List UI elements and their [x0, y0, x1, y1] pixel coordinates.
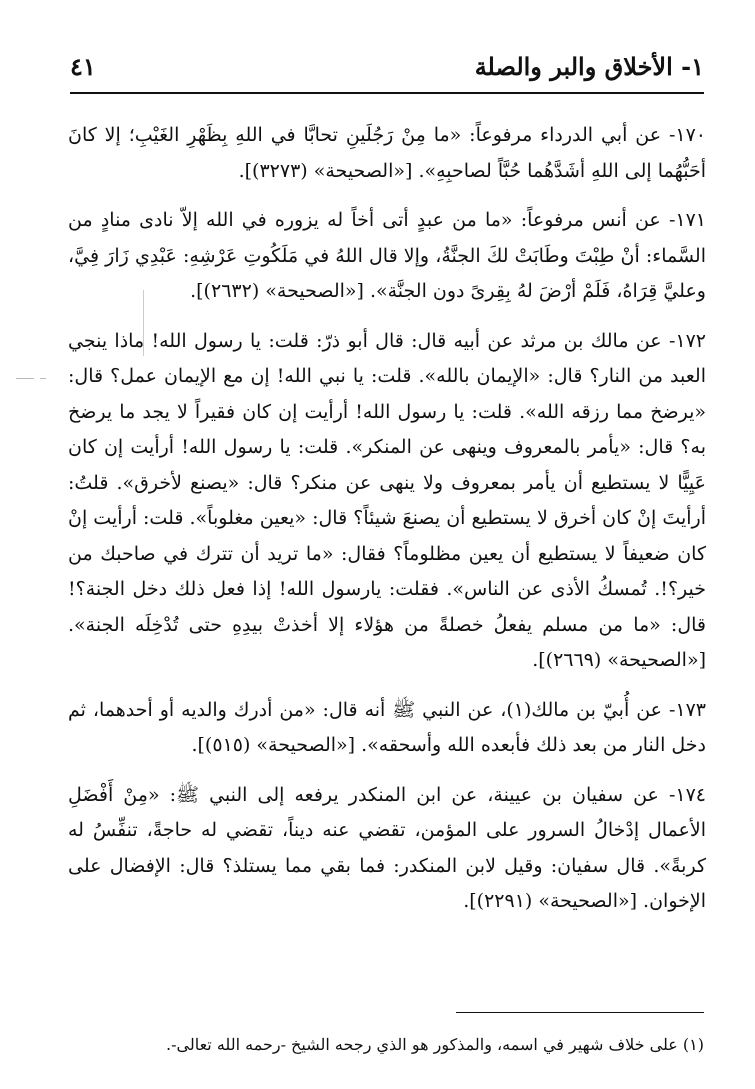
footnote-separator: [456, 1012, 704, 1013]
page-header: [70, 48, 704, 94]
footnote: (١) على خلاف شهير في اسمه، والمذكور هو الذي رجحه الشيخ -رحمه الله تعالى-.: [166, 1035, 704, 1054]
hadith-170: ١٧٠- عن أبي الدرداء مرفوعاً: «ما مِنْ رَجُلَينِ تحابَّا في اللهِ بِظَهْرِ الغَيْبِ؛ إلا كانَ أحَبُّهُما إلى اللهِ أشَدَّهُما حُبَّاً لصاحبِهِ». [«الصحيحة» (٣٢٧٣)].: [68, 124, 706, 182]
margin-mark-small: [40, 378, 46, 379]
hadith-171: ١٧١- عن أنس مرفوعاً: «ما من عبدٍ أتى أخاً له يزوره في الله إلاّ نادى منادٍ من السَّماء: أنْ طِبْتَ وطَابَتْ لكَ الجنَّةُ، وإلا قال اللهُ في مَلَكُوتِ عَرْشِهِ: عَبْدِي زَارَ فِيَّ، وعليَّ قِرَاهُ، فَلَمْ أرْضَ لهُ بِقِرىً دون الجنَّة». [«الصحيحة» (٢٦٣٢)].: [68, 209, 706, 302]
page-number: ٤١: [70, 52, 96, 81]
scan-line: [143, 290, 144, 356]
hadith-172: ١٧٢- عن مالك بن مرثد عن أبيه قال: قال أبو ذرّ: قلت: يا رسول الله! ماذا ينجي العبد من النار؟ قال: «الإيمان بالله». قلت: يا نبي الله! إن مع الإيمان عمل؟ قال: «يرضخ مما رزقه الله». قلت: يا رسول الله! أرأيت إن كان فقيراً لا يجد ما يرضخ به؟ قال: «يأمر بالمعروف وينهى عن المنكر». قلت: يا رسول الله! أرأيت إن كان عَيِيًّا لا يستطيع أن يأمر بمعروف ولا ينهى عن منكر؟ قال: «يصنع لأخرق». قلتُ: أرأيتَ إنْ كان أخرق لا يستطيع أن يصنعَ شيئاً؟ قال: «يعين مغلوباً». قلت: أرأيت إنْ كان ضعيفاً لا يستطيع أن يعين مظلوماً؟ فقال: «ما تريد أن تترك في صاحبك من خير؟!. تُمسكُ الأذى عن الناس». فقلت: يارسول الله! إذا فعل ذلك دخل الجنة؟! قال: «ما من مسلم يفعلُ خصلةً من هؤلاء إلا أخذتْ بيدِهِ حتى تُدْخِلَه الجنة». [«الصحيحة» (٢٦٦٩)].: [68, 329, 706, 671]
chapter-title: ١- الأخلاق والبر والصلة: [474, 52, 704, 81]
hadith-173: ١٧٣- عن أُبيّ بن مالك(١)، عن النبي ﷺ أنه قال: «من أدرك والديه أو أحدهما، ثم دخل النار من بعد ذلك فأبعده الله وأسحقه». [«الصحيحة» (٥١٥)].: [68, 698, 706, 756]
margin-mark: [16, 378, 34, 379]
page-body: [68, 118, 706, 920]
hadith-174: ١٧٤- عن سفيان بن عيينة، عن ابن المنكدر يرفعه إلى النبي ﷺ: «مِنْ أَفْضَلِ الأعمال إدْخالُ السرور على المؤمن، تقضي عنه ديناً، تقضي له حاجةً، تنفِّسُ له كربةً». قال سفيان: وقيل لابن المنكدر: فما بقي مما يستلذ؟ قال: الإفضال على الإخوان. [«الصحيحة» (٢٢٩١)].: [68, 783, 706, 912]
